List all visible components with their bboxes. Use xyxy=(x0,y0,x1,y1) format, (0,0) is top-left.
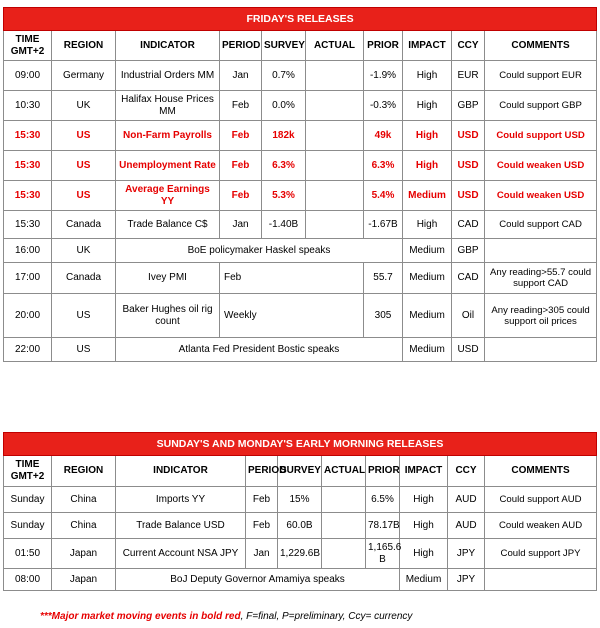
cell-ccy: JPY xyxy=(448,539,485,569)
cell-actual xyxy=(306,181,364,211)
cell-impact: Medium xyxy=(403,181,452,211)
header-period: PERIOD xyxy=(246,456,278,487)
header-region: REGION xyxy=(52,456,116,487)
cell-impact: High xyxy=(400,513,448,539)
table-row xyxy=(4,91,597,121)
cell-prior: 49k xyxy=(364,121,403,151)
sunday-monday-releases-table xyxy=(3,432,597,591)
cell-region: US xyxy=(52,121,116,151)
cell-prior: 6.3% xyxy=(364,151,403,181)
cell-indicator: Ivey PMI xyxy=(116,263,220,294)
cell-region: UK xyxy=(52,91,116,121)
header-period: PERIOD xyxy=(220,31,262,61)
cell-prior: 305 xyxy=(364,294,403,338)
header-row xyxy=(4,456,597,487)
header-region: REGION xyxy=(52,31,116,61)
cell-survey: 6.3% xyxy=(262,151,306,181)
cell-time: Sunday xyxy=(4,513,52,539)
cell-impact: Medium xyxy=(403,263,452,294)
header-indicator: INDICATOR xyxy=(116,456,246,487)
cell-region: Canada xyxy=(52,211,116,239)
cell-time: 08:00 xyxy=(4,569,52,591)
footnote-emphasis: ***Major market moving events in bold red xyxy=(40,611,241,622)
cell-prior: 1,165.6 B xyxy=(366,539,400,569)
cell-impact: Medium xyxy=(400,569,448,591)
cell-comments: Could support GBP xyxy=(485,91,597,121)
cell-comments: Could weaken USD xyxy=(485,181,597,211)
cell-impact: High xyxy=(403,91,452,121)
cell-comments xyxy=(485,338,597,362)
cell-period: Jan xyxy=(220,61,262,91)
cell-period: Feb xyxy=(220,263,364,294)
cell-survey: 15% xyxy=(278,487,322,513)
cell-period: Weekly xyxy=(220,294,364,338)
header-row xyxy=(4,31,597,61)
table-row xyxy=(4,513,597,539)
cell-event: BoJ Deputy Governor Amamiya speaks xyxy=(116,569,400,591)
header-comments: COMMENTS xyxy=(485,31,597,61)
cell-comments xyxy=(485,569,597,591)
cell-indicator: Average Earnings YY xyxy=(116,181,220,211)
cell-ccy: USD xyxy=(452,121,485,151)
cell-impact: High xyxy=(400,487,448,513)
cell-comments: Any reading>305 could support oil prices xyxy=(485,294,597,338)
cell-actual xyxy=(322,513,366,539)
cell-indicator: Unemployment Rate xyxy=(116,151,220,181)
header-ccy: CCY xyxy=(452,31,485,61)
cell-period: Feb xyxy=(246,513,278,539)
cell-prior: 6.5% xyxy=(366,487,400,513)
header-time: TIME GMT+2 xyxy=(4,31,52,61)
cell-time: 16:00 xyxy=(4,239,52,263)
cell-survey: 182k xyxy=(262,121,306,151)
header-survey: SURVEY xyxy=(262,31,306,61)
cell-indicator: Trade Balance C$ xyxy=(116,211,220,239)
cell-period: Jan xyxy=(246,539,278,569)
header-impact: IMPACT xyxy=(400,456,448,487)
cell-region: US xyxy=(52,151,116,181)
header-indicator: INDICATOR xyxy=(116,31,220,61)
cell-time: Sunday xyxy=(4,487,52,513)
cell-time: 15:30 xyxy=(4,181,52,211)
cell-time: 17:00 xyxy=(4,263,52,294)
table-row xyxy=(4,539,597,569)
cell-indicator: Baker Hughes oil rig count xyxy=(116,294,220,338)
cell-time: 10:30 xyxy=(4,91,52,121)
cell-survey: 1,229.6B xyxy=(278,539,322,569)
table-row xyxy=(4,211,597,239)
cell-actual xyxy=(306,121,364,151)
friday-releases-table xyxy=(3,7,597,362)
cell-prior: 55.7 xyxy=(364,263,403,294)
cell-comments: Could weaken USD xyxy=(485,151,597,181)
cell-region: US xyxy=(52,338,116,362)
cell-survey: -1.40B xyxy=(262,211,306,239)
table-row xyxy=(4,181,597,211)
cell-ccy: CAD xyxy=(452,211,485,239)
cell-impact: Medium xyxy=(403,294,452,338)
cell-ccy: EUR xyxy=(452,61,485,91)
cell-survey: 5.3% xyxy=(262,181,306,211)
cell-prior: 5.4% xyxy=(364,181,403,211)
cell-indicator: Trade Balance USD xyxy=(116,513,246,539)
cell-comments xyxy=(485,239,597,263)
cell-ccy: AUD xyxy=(448,513,485,539)
cell-ccy: Oil xyxy=(452,294,485,338)
cell-ccy: GBP xyxy=(452,91,485,121)
cell-indicator: Current Account NSA JPY xyxy=(116,539,246,569)
cell-time: 20:00 xyxy=(4,294,52,338)
header-actual: ACTUAL xyxy=(322,456,366,487)
cell-region: Germany xyxy=(52,61,116,91)
cell-period: Jan xyxy=(220,211,262,239)
footnote xyxy=(40,611,412,622)
header-impact: IMPACT xyxy=(403,31,452,61)
cell-region: Japan xyxy=(52,569,116,591)
footnote-legend: , F=final, P=preliminary, Ccy= currency xyxy=(240,611,413,622)
cell-ccy: JPY xyxy=(448,569,485,591)
header-prior: PRIOR xyxy=(366,456,400,487)
cell-actual xyxy=(322,487,366,513)
table-row xyxy=(4,263,597,294)
cell-actual xyxy=(306,91,364,121)
cell-impact: High xyxy=(403,211,452,239)
cell-indicator: Industrial Orders MM xyxy=(116,61,220,91)
cell-ccy: USD xyxy=(452,151,485,181)
header-prior: PRIOR xyxy=(364,31,403,61)
cell-comments: Could support AUD xyxy=(485,487,597,513)
cell-ccy: GBP xyxy=(452,239,485,263)
cell-comments: Could support JPY xyxy=(485,539,597,569)
table-row xyxy=(4,338,597,362)
cell-comments: Could support USD xyxy=(485,121,597,151)
cell-survey: 0.7% xyxy=(262,61,306,91)
cell-impact: High xyxy=(400,539,448,569)
cell-actual xyxy=(306,211,364,239)
cell-impact: High xyxy=(403,121,452,151)
cell-impact: Medium xyxy=(403,239,452,263)
cell-ccy: AUD xyxy=(448,487,485,513)
cell-time: 15:30 xyxy=(4,151,52,181)
sunday-table-title: SUNDAY'S AND MONDAY'S EARLY MORNING RELEASES xyxy=(4,433,597,456)
header-actual: ACTUAL xyxy=(306,31,364,61)
cell-actual xyxy=(322,539,366,569)
header-survey: SURVEY xyxy=(278,456,322,487)
cell-comments: Could weaken AUD xyxy=(485,513,597,539)
cell-ccy: CAD xyxy=(452,263,485,294)
cell-time: 01:50 xyxy=(4,539,52,569)
cell-time: 22:00 xyxy=(4,338,52,362)
cell-comments: Any reading>55.7 could support CAD xyxy=(485,263,597,294)
cell-indicator: Non-Farm Payrolls xyxy=(116,121,220,151)
header-comments: COMMENTS xyxy=(485,456,597,487)
cell-region: UK xyxy=(52,239,116,263)
cell-prior: 78.17B xyxy=(366,513,400,539)
cell-impact: High xyxy=(403,151,452,181)
cell-period: Feb xyxy=(220,121,262,151)
cell-actual xyxy=(306,151,364,181)
friday-table-title: FRIDAY'S RELEASES xyxy=(4,8,597,31)
cell-region: China xyxy=(52,513,116,539)
table-row xyxy=(4,569,597,591)
table-row xyxy=(4,151,597,181)
cell-indicator: Imports YY xyxy=(116,487,246,513)
cell-prior: -1.9% xyxy=(364,61,403,91)
cell-region: US xyxy=(52,181,116,211)
cell-period: Feb xyxy=(220,91,262,121)
cell-comments: Could support CAD xyxy=(485,211,597,239)
cell-comments: Could support EUR xyxy=(485,61,597,91)
cell-region: Canada xyxy=(52,263,116,294)
cell-indicator: Halifax House Prices MM xyxy=(116,91,220,121)
table-row xyxy=(4,121,597,151)
cell-prior: -1.67B xyxy=(364,211,403,239)
cell-ccy: USD xyxy=(452,338,485,362)
cell-time: 09:00 xyxy=(4,61,52,91)
table-row xyxy=(4,294,597,338)
header-time: TIME GMT+2 xyxy=(4,456,52,487)
header-ccy: CCY xyxy=(448,456,485,487)
cell-region: Japan xyxy=(52,539,116,569)
cell-impact: Medium xyxy=(403,338,452,362)
cell-actual xyxy=(306,61,364,91)
cell-region: US xyxy=(52,294,116,338)
cell-time: 15:30 xyxy=(4,211,52,239)
cell-time: 15:30 xyxy=(4,121,52,151)
cell-event: BoE policymaker Haskel speaks xyxy=(116,239,403,263)
cell-impact: High xyxy=(403,61,452,91)
table-row xyxy=(4,487,597,513)
cell-ccy: USD xyxy=(452,181,485,211)
cell-period: Feb xyxy=(220,151,262,181)
cell-event: Atlanta Fed President Bostic speaks xyxy=(116,338,403,362)
table-row xyxy=(4,239,597,263)
cell-survey: 0.0% xyxy=(262,91,306,121)
cell-region: China xyxy=(52,487,116,513)
cell-period: Feb xyxy=(246,487,278,513)
table-row xyxy=(4,61,597,91)
cell-period: Feb xyxy=(220,181,262,211)
cell-prior: -0.3% xyxy=(364,91,403,121)
cell-survey: 60.0B xyxy=(278,513,322,539)
